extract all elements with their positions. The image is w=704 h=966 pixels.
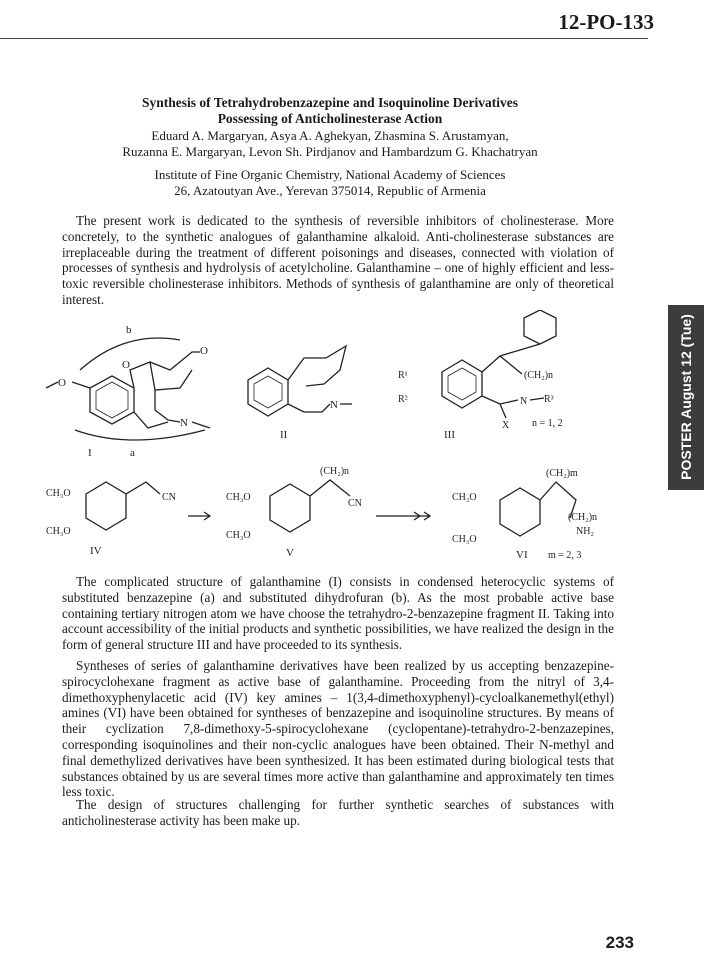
title-line: Synthesis of Tetrahydrobenzazepine and Isoquinoline Derivatives <box>142 95 518 110</box>
label-I: I <box>88 447 92 459</box>
label-a: a <box>130 447 135 459</box>
author-line: Ruzanna E. Margaryan, Levon Sh. Pirdjanov and Hambardzum G. Khachatryan <box>122 144 538 159</box>
structure-V <box>226 466 362 559</box>
structure-IV <box>46 482 176 557</box>
atom-o: O <box>122 359 130 371</box>
atom-n: N <box>180 417 188 429</box>
label-III: III <box>444 429 455 441</box>
label-ch3o: CH₃O <box>226 530 251 541</box>
atom-n: N <box>520 396 528 407</box>
atom-n: N <box>330 399 338 411</box>
structure-galanthamine <box>46 324 210 459</box>
label-nh2: NH₂ <box>576 526 594 537</box>
label-ch2n: (CH₂)n <box>568 512 598 523</box>
label-ch3o: CH₃O <box>46 488 71 499</box>
label-ch2n: (CH₂)n <box>320 466 350 477</box>
structure-VI <box>452 468 597 561</box>
label-m-values: m = 2, 3 <box>548 550 582 561</box>
structure-paragraph: The complicated structure of galanthamine (I) consists in condensed heterocyclic systems of substituted benzazepine (a) and substituted dihydrofuran (b). As the most probable active base containing tertiary nitrogen atom we have choose the tetrahydro-2-benzazepine fragment II. Taking into account accessibility of the initial products and synthetic possibilities, we have realized the design in the form of general structure III and have proceeded to its synthesis. <box>62 574 614 653</box>
label-r1: R¹ <box>398 370 408 381</box>
author-line: Eduard A. Margaryan, Asya A. Aghekyan, Zhasmina S. Arustamyan, <box>151 128 509 143</box>
affiliation-line: Institute of Fine Organic Chemistry, National Academy of Sciences <box>154 167 506 182</box>
poster-tab <box>668 305 704 490</box>
label-cn: CN <box>348 498 362 509</box>
label-x: X <box>502 420 510 431</box>
label-ch3o: CH₃O <box>46 526 71 537</box>
page-number: 233 <box>605 933 634 952</box>
label-ch2n: (CH₂)n <box>524 370 554 381</box>
atom-o: O <box>200 345 208 357</box>
title-line: Possessing of Anticholinesterase Action <box>217 111 443 126</box>
label-ch3o: CH₃O <box>226 492 251 503</box>
atom-o: O <box>58 377 66 389</box>
label-VI: VI <box>516 549 528 561</box>
label-ch3o: CH₃O <box>452 534 477 545</box>
label-V: V <box>286 547 294 559</box>
paper-title <box>60 95 600 127</box>
chemical-scheme <box>30 310 640 572</box>
structure-II <box>248 346 352 441</box>
label-IV: IV <box>90 545 102 557</box>
header-rule <box>0 38 648 39</box>
label-ch2m: (CH₂)m <box>546 468 578 479</box>
conclusion-paragraph: The design of structures challenging for further synthetic searches of substances with anticholinesterase activity has been make up. <box>62 797 614 828</box>
author-list <box>60 128 600 160</box>
label-r2: R² <box>398 394 408 405</box>
poster-tab-label: POSTER August 12 (Tue) <box>678 314 694 480</box>
label-r3: R³ <box>544 394 554 405</box>
structure-III <box>398 310 563 441</box>
abstract-code: 12-PO-133 <box>558 10 654 34</box>
affiliation <box>60 167 600 199</box>
reaction-arrow <box>188 512 210 520</box>
label-II: II <box>280 429 288 441</box>
label-b: b <box>126 324 132 336</box>
synthesis-paragraph: Syntheses of series of galanthamine derivatives have been realized by us accepting benzazepine-spirocyclohexane fragment as active base of galanthamine. Proceeding from the nitryl of 3,4-dimethoxyphenylacetic acid (IV) key amines – 1(3,4-dimethoxyphenyl)-cycloalkanemethyl(ethyl) amines (VI) have been obtained for syntheses of benzazepine and isoquinoline structures. By means of their cyclization 7,8-dimethoxy-5-spirocyclohexane (cyclopentane)-tetrahydro-2-benzazepines, corresponding isoquinolines and their non-cyclic analogues have been obtained. Their N-methyl and final demethylized derivatives have been synthesized. It has been estimated during biological tests that substances obtained by us are several times more active than galanthamine and approximately ten times less toxic. <box>62 658 614 800</box>
intro-paragraph: The present work is dedicated to the synthesis of reversible inhibitors of cholinesterase. More concretely, to the synthetic analogues of galanthamine alkaloid. Anti-cholinesterase substances are irreplaceable during the treatment of different poisonings and diseases, connected with violation of processes of synthesis and hydrolysis of acetylcholine. Galanthamine – one of highly efficient and less-toxic reversible cholinesterase inhibitors. Methods of synthesis of galanthamine are only of theoretical interest. <box>62 213 614 307</box>
label-cn: CN <box>162 492 176 503</box>
multistep-arrow <box>376 512 430 520</box>
affiliation-line: 26, Azatoutyan Ave., Yerevan 375014, Republic of Armenia <box>174 183 486 198</box>
label-n-values: n = 1, 2 <box>532 418 563 429</box>
label-ch3o: CH₃O <box>452 492 477 503</box>
